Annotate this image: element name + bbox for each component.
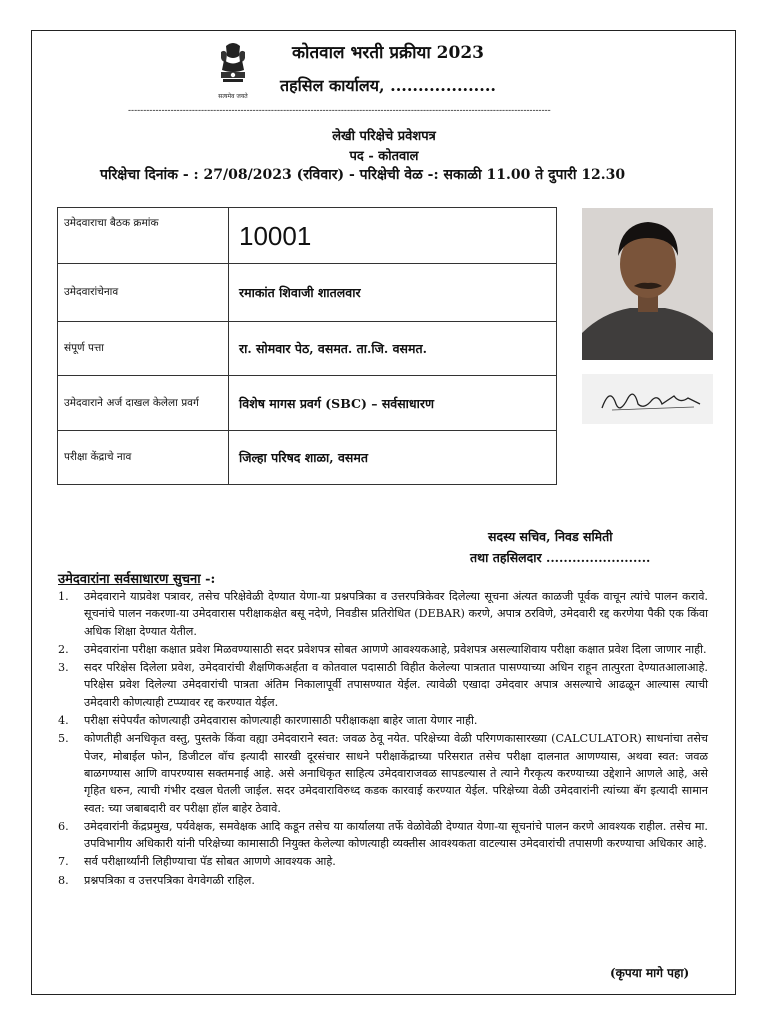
category-value: विशेष मागस प्रवर्ग (SBC) – सर्वसाधारण [229,376,557,431]
item-number: 3. [58,661,69,675]
table-row [58,264,557,322]
signatory-title: तथा तहसिलदार ........................ [470,550,651,565]
person-icon [582,208,713,360]
list-item [58,588,708,640]
address-label: संपूर्ण पत्ता [58,322,229,376]
page-title: कोतवाल भरती प्रक्रीया 2023 [292,43,484,63]
item-text: उमेदवारांना परीक्षा कक्षात प्रवेश मिळवण्यासाठी सदर प्रवेशपत्र सोबत आणणे आवश्यकआहे, प्रवेशपत्र असल्याशिवाय परीक्षा कक्षात प्रवेश दिला जाणार नाही. [84,642,707,656]
category-label: उमेदवाराने अर्ज दाखल केलेला प्रवर्ग [58,376,229,431]
candidate-details-table [57,207,557,485]
exam-center-label: परीक्षा केंद्राचे नाव [58,431,229,485]
seat-number-label: उमेदवाराचा बैठक क्रमांक [58,208,229,264]
item-text: परीक्षा संपेपर्यंत कोणत्याही उमेदवारास कोणत्याही कारणासाठी परीक्षाकक्षा बाहेर जाता येणार नाही. [84,714,478,728]
post-name: पद - कोतवाल [349,149,419,164]
exam-center-value: जिल्हा परिषद शाळा, वसमत [229,431,557,485]
instructions-list [58,588,708,890]
signatory-designation: सदस्य सचिव, निवड समिती [488,529,613,544]
list-item [58,641,708,658]
item-text: कोणतीही अनधिकृत वस्तु, पुस्तके किंवा वह्या उमेदवाराने स्वत: जवळ ठेवू नयेत. परिक्षेच्या वेळी परिगणकासारख्या (CALCULATOR) साधनांचा तसेच पेजर, मोबाईल फोन, डिजीटल वॉच इत्यादी सारखी दूरसंचार साधने परीक्षाकेंद्राच्या परिसरात तसेच परीक्षा दालनात आणण्यास, अथवा स्वत: जवळ बाळगण्यास आणि वापरण्यास सक्तमनाई आहे. असे अनाधिकृत साहित्य उमेदवाराजवळ सापडल्यास ते त्याने गैरकृत्य करण्याच्या उद्देशाने आणले आहे, असे गृहित धरुन, त्याची गंभीर दखल घेतली जाईल. सदर उमेदवाराविरुध्द कडक कारवाई करण्यात येईल. परिक्षेच्या वेळी उमेदवारांनी त्यांच्या बॅग इत्यादी सामान स्वत: च्या जबाबदारी वर परीक्षा हॉल बाहेर ठेवावे. [84,732,708,815]
list-item [58,712,708,729]
table-row [58,376,557,431]
address-value: रा. सोमवार पेठ, वसमत. ता.जि. वसमत. [229,322,557,376]
item-number: 2. [58,642,69,656]
item-number: 1. [58,590,69,603]
item-number: 8. [58,873,69,887]
admit-card-heading: लेखी परिक्षेचे प्रवेशपत्र [332,129,436,144]
candidate-name-value: रमाकांत शिवाजी शातलवार [229,264,557,322]
separator-line: ------------------------------------------------------------------------------------------------------------------------------------------- [128,106,551,116]
instructions-title: उमेदवारांना सर्वसाधारण सुचना [58,572,201,587]
office-name: तहसिल कार्यालय, ................... [280,76,496,95]
signature-icon [582,374,713,424]
see-overleaf-note: (कृपया मागे पहा) [610,966,690,980]
list-item [58,818,708,853]
item-number: 7. [58,855,69,869]
item-text: उमेदवारांनी केंद्रप्रमुख, पर्यवेक्षक, समवेक्षक आदि कडून तसेच या कार्यालया तर्फे वेळोवेळी देण्यात येणा-या सूचनांचे पालन करणे आवश्यक राहील. तसेच मा. उपविभागीय अधिकारी यांनी परिक्षेच्या कामासाठी नियुक्त केलेल्या कोणत्याही व्यक्तीस आवश्यकता वाटल्यास उमेदवारांची तपासणी करण्याचा अधिकार आहे. [84,819,708,851]
item-number: 4. [58,714,69,728]
seat-number-value: 10001 [229,208,557,264]
table-row [58,322,557,376]
item-text: प्रश्नपत्रिका व उत्तरपत्रिका वेगवेगळी राहिल. [84,873,255,887]
state-emblem-icon [212,40,254,102]
item-text: सदर परिक्षेस दिलेला प्रवेश, उमेदवारांची शैक्षणिकअर्हता व कोतवाल पदासाठी विहीत केलेल्या पात्रतात पासण्याच्या अधिन राहून तात्पुरता देण्यातआलाआहे. परिक्षेस प्रवेश दिलेल्या उमेदवारांची पात्रता अंतिम निकालापूर्वी तपासण्यात येईल. त्यावेळी एखादा उमेदवार अपात्र असल्याचे आढळून आल्यास त्याची उमेदवारी कोणत्याही टप्प्यावर रद्द करण्यात येईल. [84,661,708,709]
item-number: 6. [58,819,69,833]
instructions-title-suffix: -: [200,572,216,587]
exam-schedule: परिक्षेचा दिनांक - : 27/08/2023 (रविवार) - परिक्षेची वेळ -: सकाळी 11.00 ते दुपारी 12.30 [100,167,626,183]
table-row [58,431,557,485]
list-item [58,872,708,889]
item-number: 5. [58,732,69,746]
candidate-photo [582,208,713,360]
candidate-signature [582,374,713,424]
list-item [58,659,708,711]
candidate-name-label: उमेदवारांचेनाव [58,264,229,322]
instructions-heading [58,569,215,587]
item-text: सर्व परीक्षार्थ्यांनी लिहीण्याचा पॅड सोबत आणणे आवश्यक आहे. [84,855,336,869]
table-row [58,208,557,264]
list-item [58,853,708,870]
emblem-caption: सत्यमेव जयते [218,93,248,100]
list-item [58,730,708,816]
item-text: उमेदवाराने याप्रवेश पत्रावर, तसेच परिक्षेवेळी देण्यात येणा-या प्रश्नपत्रिका व उत्तरपत्रिकेवर दिलेल्या सूचना अंत्यत काळजी पूर्वक वाचून त्यांचे पालन करावे. सूचनांचे पालन नकरणा-या उमेदवारास परीक्षाकक्षेत बसू नदेणे, निवडीस प्रतिरोधित (DEBAR) करणे, अपात्र ठरविणे, उमेदवारी रद्द करणेया पैकी एक किंवा अधिक शिक्षा देण्यात येतील. [84,590,708,638]
